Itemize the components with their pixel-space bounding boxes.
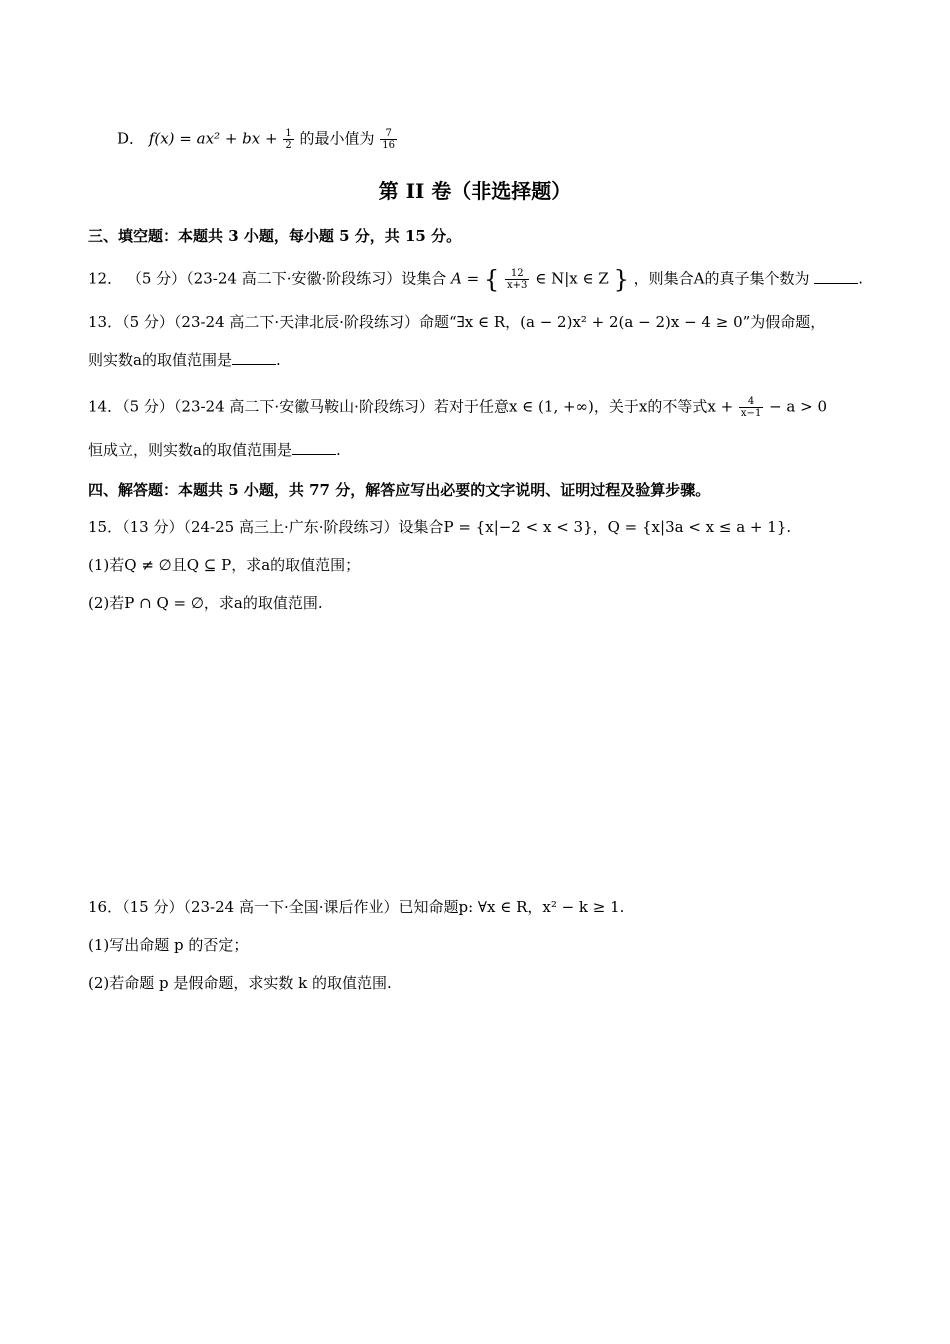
question-16-sub1: (1)写出命题 p 的否定；	[88, 936, 249, 954]
answer-blank	[814, 269, 858, 284]
q12-end: .	[858, 269, 864, 288]
q12-number: 12．	[88, 269, 123, 288]
option-d-text: 的最小值为	[299, 129, 375, 148]
question-15-line1: 15．（13 分）（24-25 高三上·广东·阶段练习）设集合P = {x|−2 < x < 3}，Q = {x|3a < x ≤ a + 1}.	[88, 518, 792, 536]
part4-header: 四、解答题：本题共 5 小题，共 77 分，解答应写出必要的文字说明、证明过程及验算步骤。	[88, 481, 711, 499]
q13-end: .	[275, 351, 281, 369]
q12-tail: ，则集合A的真子集个数为	[633, 269, 810, 288]
section-title: 第 II 卷（非选择题）	[378, 179, 572, 203]
q14-line1-post: − a > 0	[769, 397, 828, 416]
question-16-sub2: (2)若命题 p 是假命题，求实数 k 的取值范围.	[88, 974, 392, 992]
question-13-line1: 13．（5 分）（23-24 高二下·天津北辰·阶段练习）命题“∃x ∈ R，(a − 2)x² + 2(a − 2)x − 4 ≥ 0”为假命题，	[88, 313, 826, 331]
q12-fraction: $\frac{12}{x+3}$	[507, 268, 528, 291]
q12-source: （5 分）（23-24 高二下·安徽·阶段练习）设集合	[126, 269, 447, 288]
question-13-line2	[88, 350, 868, 370]
question-16-line1: 16．（15 分）（23-24 高一下·全国·课后作业）已知命题p: ∀x ∈ R，x² − k ≥ 1.	[88, 898, 625, 916]
half-fraction: $\frac{1}{2}$	[285, 128, 292, 151]
part3-header: 三、填空题：本题共 3 小题，每小题 5 分，共 15 分。	[88, 227, 462, 245]
q14-line1-text: 14．（5 分）（23-24 高二下·安徽马鞍山·阶段练习）若对于任意x ∈ (1, +∞)，关于x的不等式x +	[88, 397, 738, 416]
min-fraction: $\frac{7}{16}$	[382, 128, 396, 151]
answer-blank	[232, 350, 276, 365]
option-d-label: D．	[117, 129, 145, 148]
q12-set-rest: ∈ N|x ∈ Z	[535, 269, 609, 288]
left-brace: {	[483, 265, 500, 294]
question-12	[88, 265, 868, 294]
q12-math-a: A =	[451, 269, 484, 288]
q13-line2-text: 则实数a的取值范围是	[88, 351, 232, 369]
question-14-line1	[88, 396, 868, 419]
q14-line2-text: 恒成立，则实数a的取值范围是	[88, 441, 292, 459]
question-14-line2	[88, 440, 868, 460]
right-brace: }	[613, 265, 629, 294]
question-15-sub2: (2)若P ∩ Q = ∅，求a的取值范围.	[88, 594, 323, 612]
option-d-math: f(x) = ax² + bx +	[148, 129, 283, 148]
answer-blank	[292, 440, 336, 455]
q14-fraction: $\frac{4}{x-1}$	[740, 396, 762, 419]
option-d	[117, 128, 868, 151]
q14-end: .	[335, 441, 341, 459]
question-15-sub1: (1)若Q ≠ ∅且Q ⊆ P，求a的取值范围；	[88, 556, 361, 574]
